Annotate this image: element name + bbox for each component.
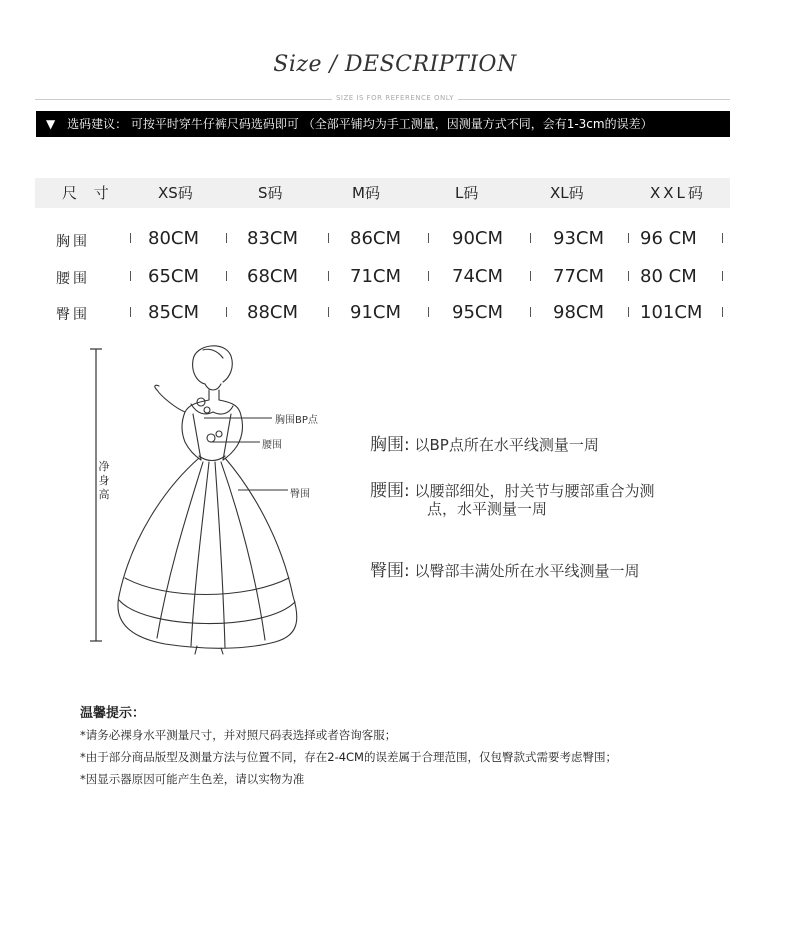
cell-separator bbox=[530, 307, 531, 317]
table-cell: 80 CM bbox=[640, 266, 697, 287]
row-label-bust: 胸围 bbox=[56, 234, 90, 250]
reference-note bbox=[0, 94, 790, 102]
table-cell: 65CM bbox=[148, 266, 200, 287]
table-cell: 77CM bbox=[553, 266, 605, 287]
table-corner-label: 尺 寸 bbox=[62, 184, 115, 202]
table-cell: 88CM bbox=[247, 302, 299, 323]
cell-separator bbox=[130, 271, 131, 281]
cell-separator bbox=[130, 307, 131, 317]
table-cell: 85CM bbox=[148, 302, 200, 323]
cell-separator bbox=[530, 233, 531, 243]
hip-description bbox=[370, 556, 640, 581]
page-title: Size / DESCRIPTION bbox=[273, 52, 517, 77]
cell-separator bbox=[428, 307, 429, 317]
size-advice-text: 选码建议： 可按平时穿牛仔裤尺码选码即可 （全部平铺均为手工测量，因测量方式不同，会有1-3cm的误差） bbox=[67, 117, 653, 131]
cell-separator bbox=[628, 271, 629, 281]
tip-item: *请务必裸身水平测量尺寸，并对照尺码表选择或者咨询客服； bbox=[80, 728, 397, 742]
cell-separator bbox=[328, 307, 329, 317]
cell-separator bbox=[722, 233, 723, 243]
table-cell: 96 CM bbox=[640, 228, 697, 249]
table-cell: 68CM bbox=[247, 266, 299, 287]
height-label: 净身高 bbox=[98, 460, 110, 501]
cell-separator bbox=[130, 233, 131, 243]
table-cell: 95CM bbox=[452, 302, 504, 323]
table-cell: 83CM bbox=[247, 228, 299, 249]
row-label-hip: 臀围 bbox=[56, 307, 90, 323]
column-header-m: M码 bbox=[352, 184, 380, 202]
tips-title: 温馨提示： bbox=[80, 706, 146, 721]
size-advice-banner bbox=[36, 111, 730, 137]
table-cell: 98CM bbox=[553, 302, 605, 323]
table-cell: 74CM bbox=[452, 266, 504, 287]
table-cell: 71CM bbox=[350, 266, 402, 287]
triangle-down-icon: ▼ bbox=[46, 117, 56, 131]
table-cell: 93CM bbox=[553, 228, 605, 249]
bust-description bbox=[370, 430, 599, 455]
waist-description-text: 以腰部细处，肘关节与腰部重合为测 bbox=[414, 482, 655, 500]
bust-description-text: 以BP点所在水平线测量一周 bbox=[414, 436, 599, 454]
table-cell: 91CM bbox=[350, 302, 402, 323]
tip-item: *由于部分商品版型及测量方法与位置不同，存在2-4CM的误差属于合理范围，仅包臀款式需要考虑臀围； bbox=[80, 750, 617, 764]
hip-description-text: 以臀部丰满处所在水平线测量一周 bbox=[414, 562, 640, 580]
table-cell: 86CM bbox=[350, 228, 402, 249]
column-header-l: L码 bbox=[455, 184, 479, 202]
cell-separator bbox=[628, 307, 629, 317]
cell-separator bbox=[226, 307, 227, 317]
cell-separator bbox=[226, 271, 227, 281]
cell-separator bbox=[428, 233, 429, 243]
column-header-xxl: XXL码 bbox=[650, 184, 706, 202]
cell-separator bbox=[226, 233, 227, 243]
waist-annotation: 腰围 bbox=[262, 440, 282, 451]
cell-separator bbox=[428, 271, 429, 281]
reference-note-text: SIZE IS FOR REFERENCE ONLY bbox=[332, 94, 458, 102]
waist-description-key: 腰围: bbox=[370, 481, 410, 501]
row-label-waist: 腰围 bbox=[56, 271, 90, 287]
column-header-xs: XS码 bbox=[158, 184, 193, 202]
cell-separator bbox=[328, 271, 329, 281]
bust-description-key: 胸围: bbox=[370, 435, 410, 455]
cell-separator bbox=[530, 271, 531, 281]
table-cell: 101CM bbox=[640, 302, 703, 323]
hip-description-key: 臀围: bbox=[370, 561, 410, 581]
cell-separator bbox=[628, 233, 629, 243]
column-header-s: S码 bbox=[258, 184, 283, 202]
hip-annotation: 臀围 bbox=[290, 489, 310, 500]
column-header-xl: XL码 bbox=[550, 184, 584, 202]
cell-separator bbox=[328, 233, 329, 243]
size-table-header bbox=[35, 178, 730, 208]
tip-item: *因显示器原因可能产生色差，请以实物为准 bbox=[80, 772, 305, 786]
cell-separator bbox=[722, 307, 723, 317]
waist-description-line2: 点，水平测量一周 bbox=[427, 500, 548, 518]
bust-bp-annotation: 胸围BP点 bbox=[275, 415, 318, 426]
table-cell: 80CM bbox=[148, 228, 200, 249]
cell-separator bbox=[722, 271, 723, 281]
table-cell: 90CM bbox=[452, 228, 504, 249]
